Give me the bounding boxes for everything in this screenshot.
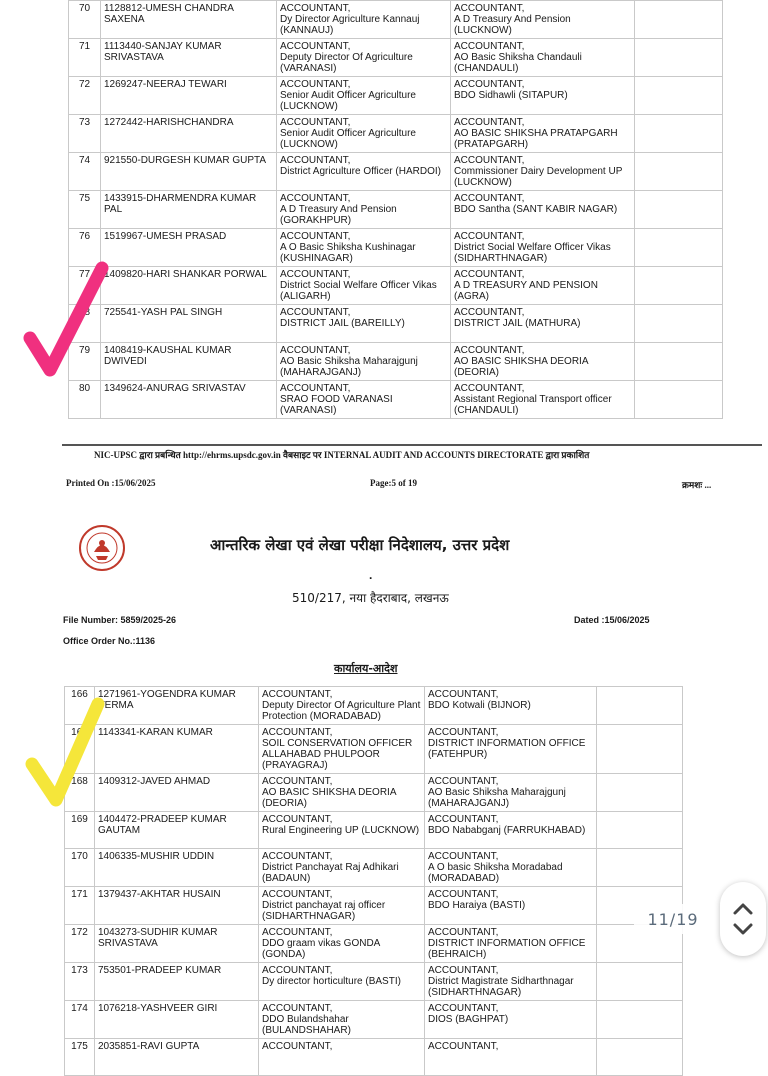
current-posting-cell: ACCOUNTANT, A D Treasury And Pension (GORAKHPUR) [277,191,451,229]
employee-name-cell: 1271961-YOGENDRA KUMAR VERMA [95,687,259,725]
new-posting-cell: ACCOUNTANT, BDO Santha (SANT KABIR NAGAR) [451,191,635,229]
serial-number-cell: 170 [65,849,95,887]
chevron-down-icon[interactable] [732,922,754,936]
continued-label: क्रमशः ... [682,480,712,490]
employee-name-cell: 1272442-HARISHCHANDRA [101,115,277,153]
current-posting-cell: ACCOUNTANT, Senior Audit Officer Agriculture (LUCKNOW) [277,115,451,153]
serial-number-cell: 166 [65,687,95,725]
table-row [69,1,723,39]
new-posting-cell: ACCOUNTANT, BDO Sidhawli (SITAPUR) [451,77,635,115]
employee-name-cell: 1349624-ANURAG SRIVASTAV [101,381,277,419]
employee-name-cell: 1128812-UMESH CHANDRA SAXENA [101,1,277,39]
employee-name-cell: 921550-DURGESH KUMAR GUPTA [101,153,277,191]
new-posting-cell: ACCOUNTANT, District Magistrate Sidharthnagar (SIDHARTHNAGAR) [425,963,597,1001]
employee-name-cell: 725541-YASH PAL SINGH [101,305,277,343]
serial-number-cell: 167 [65,725,95,774]
remarks-cell [635,77,723,115]
up-government-emblem-icon [78,524,126,572]
current-posting-cell: ACCOUNTANT, District panchayat raj officer (SIDHARTHNAGAR) [259,887,425,925]
table-row [69,267,723,305]
current-posting-cell: ACCOUNTANT, Deputy Director Of Agriculture Plant Protection (MORADABAD) [259,687,425,725]
current-posting-cell: ACCOUNTANT, Dy Director Agriculture Kannauj (KANNAUJ) [277,1,451,39]
new-posting-cell: ACCOUNTANT, A D Treasury And Pension (LUCKNOW) [451,1,635,39]
directorate-title: आन्तरिक लेखा एवं लेखा परीक्षा निदेशालय, उत्तर प्रदेश [210,536,510,554]
employee-name-cell: 1404472-PRADEEP KUMAR GAUTAM [95,812,259,849]
employee-name-cell: 2035851-RAVI GUPTA [95,1039,259,1076]
table-row [69,305,723,343]
page-scroll-control[interactable] [720,882,766,956]
table-row [69,39,723,77]
current-posting-cell: ACCOUNTANT, Senior Audit Officer Agriculture (LUCKNOW) [277,77,451,115]
remarks-cell [635,1,723,39]
remarks-cell [635,191,723,229]
remarks-cell [635,267,723,305]
new-posting-cell: ACCOUNTANT, A O basic Shiksha Moradabad (MORADABAD) [425,849,597,887]
serial-number-cell: 174 [65,1001,95,1039]
new-posting-cell: ACCOUNTANT, DISTRICT INFORMATION OFFICE (FATEHPUR) [425,725,597,774]
current-posting-cell: ACCOUNTANT, District Social Welfare Officer Vikas (ALIGARH) [277,267,451,305]
employee-name-cell: 1409312-JAVED AHMAD [95,774,259,812]
table-row [69,153,723,191]
current-posting-cell: ACCOUNTANT, AO BASIC SHIKSHA DEORIA (DEORIA) [259,774,425,812]
footer-note: NIC-UPSC द्वारा प्रबन्धित http://ehrms.upsdc.gov.in वैबसाइट पर INTERNAL AUDIT AND ACCOUNTS DIRECTORATE द्वारा प्रकाशित [94,450,590,460]
remarks-cell [597,725,683,774]
serial-number-cell: 77 [69,267,101,305]
table-row [65,774,683,812]
table-row [65,925,683,963]
table-row [65,812,683,849]
remarks-cell [635,343,723,381]
table-row [65,1001,683,1039]
employee-name-cell: 1406335-MUSHIR UDDIN [95,849,259,887]
page-separator [62,444,762,446]
serial-number-cell: 79 [69,343,101,381]
table-row [69,115,723,153]
remarks-cell [635,39,723,77]
current-posting-cell: ACCOUNTANT, District Agriculture Officer (HARDOI) [277,153,451,191]
current-posting-cell: ACCOUNTANT, DISTRICT JAIL (BAREILLY) [277,305,451,343]
current-posting-cell: ACCOUNTANT, Rural Engineering UP (LUCKNOW) [259,812,425,849]
table-row [69,229,723,267]
remarks-cell [635,381,723,419]
serial-number-cell: 173 [65,963,95,1001]
serial-number-cell: 76 [69,229,101,267]
table-row [65,963,683,1001]
serial-number-cell: 73 [69,115,101,153]
current-posting-cell: ACCOUNTANT, District Panchayat Raj Adhikari (BADAUN) [259,849,425,887]
current-posting-cell: ACCOUNTANT, SOIL CONSERVATION OFFICER ALLAHABAD PHULPOOR (PRAYAGRAJ) [259,725,425,774]
new-posting-cell: ACCOUNTANT, AO Basic Shiksha Chandauli (CHANDAULI) [451,39,635,77]
new-posting-cell: ACCOUNTANT, [425,1039,597,1076]
serial-number-cell: 70 [69,1,101,39]
employee-name-cell: 1408419-KAUSHAL KUMAR DWIVEDI [101,343,277,381]
serial-number-cell: 80 [69,381,101,419]
office-order-number: Office Order No.:1136 [63,636,156,646]
serial-number-cell: 172 [65,925,95,963]
serial-number-cell: 175 [65,1039,95,1076]
employee-name-cell: 753501-PRADEEP KUMAR [95,963,259,1001]
printed-on: Printed On :15/06/2025 [66,478,156,488]
remarks-cell [597,963,683,1001]
remarks-cell [597,1039,683,1076]
table-row [69,77,723,115]
serial-number-cell: 78 [69,305,101,343]
remarks-cell [597,1001,683,1039]
new-posting-cell: ACCOUNTANT, BDO Nababganj (FARRUKHABAD) [425,812,597,849]
current-posting-cell: ACCOUNTANT, DDO Bulandshahar (BULANDSHAHAR) [259,1001,425,1039]
serial-number-cell: 169 [65,812,95,849]
new-posting-cell: ACCOUNTANT, AO BASIC SHIKSHA PRATAPGARH (PRATAPGARH) [451,115,635,153]
file-number: File Number: 5859/2025-26 [63,615,177,625]
employee-name-cell: 1519967-UMESH PRASAD [101,229,277,267]
serial-number-cell: 168 [65,774,95,812]
serial-number-cell: 71 [69,39,101,77]
new-posting-cell: ACCOUNTANT, A D TREASURY AND PENSION (AGRA) [451,267,635,305]
current-posting-cell: ACCOUNTANT, Dy director horticulture (BASTI) [259,963,425,1001]
employee-name-cell: 1113440-SANJAY KUMAR SRIVASTAVA [101,39,277,77]
remarks-cell [635,115,723,153]
transfer-table-top [68,0,723,419]
office-order-title: कार्यालय-आदेश [334,662,398,675]
new-posting-cell: ACCOUNTANT, AO BASIC SHIKSHA DEORIA (DEORIA) [451,343,635,381]
new-posting-cell: ACCOUNTANT, District Social Welfare Officer Vikas (SIDHARTHNAGAR) [451,229,635,267]
table-row [69,191,723,229]
current-posting-cell: ACCOUNTANT, Deputy Director Of Agriculture (VARANASI) [277,39,451,77]
employee-name-cell: 1409820-HARI SHANKAR PORWAL [101,267,277,305]
remarks-cell [597,849,683,887]
employee-name-cell: 1269247-NEERAJ TEWARI [101,77,277,115]
new-posting-cell: ACCOUNTANT, BDO Kotwali (BIJNOR) [425,687,597,725]
serial-number-cell: 74 [69,153,101,191]
header-dot: . [369,568,373,582]
transfer-table-bottom [64,686,683,1076]
table-row [69,381,723,419]
dated: Dated :15/06/2025 [574,615,650,625]
remarks-cell [635,305,723,343]
remarks-cell [597,774,683,812]
table-row [65,725,683,774]
remarks-cell [635,153,723,191]
table-row [65,1039,683,1076]
current-posting-cell: ACCOUNTANT, A O Basic Shiksha Kushinagar (KUSHINAGAR) [277,229,451,267]
serial-number-cell: 75 [69,191,101,229]
table-row [65,887,683,925]
current-posting-cell: ACCOUNTANT, AO Basic Shiksha Maharajgunj (MAHARAJGANJ) [277,343,451,381]
table-row [65,687,683,725]
serial-number-cell: 171 [65,887,95,925]
serial-number-cell: 72 [69,77,101,115]
remarks-cell [635,229,723,267]
employee-name-cell: 1043273-SUDHIR KUMAR SRIVASTAVA [95,925,259,963]
table-row [69,343,723,381]
directorate-address: 510/217, नया हैदराबाद, लखनऊ [292,591,449,605]
new-posting-cell: ACCOUNTANT, AO Basic Shiksha Maharajgunj (MAHARAJGANJ) [425,774,597,812]
remarks-cell [597,687,683,725]
table-row [65,849,683,887]
employee-name-cell: 1076218-YASHVEER GIRI [95,1001,259,1039]
remarks-cell [597,812,683,849]
current-posting-cell: ACCOUNTANT, SRAO FOOD VARANASI (VARANASI) [277,381,451,419]
new-posting-cell: ACCOUNTANT, DIOS (BAGHPAT) [425,1001,597,1039]
page-number: Page:5 of 19 [370,478,417,488]
current-posting-cell: ACCOUNTANT, [259,1039,425,1076]
employee-name-cell: 1379437-AKHTAR HUSAIN [95,887,259,925]
new-posting-cell: ACCOUNTANT, BDO Haraiya (BASTI) [425,887,597,925]
new-posting-cell: ACCOUNTANT, Commissioner Dairy Development UP (LUCKNOW) [451,153,635,191]
current-posting-cell: ACCOUNTANT, DDO graam vikas GONDA (GONDA) [259,925,425,963]
chevron-up-icon[interactable] [732,902,754,916]
new-posting-cell: ACCOUNTANT, Assistant Regional Transport officer (CHANDAULI) [451,381,635,419]
employee-name-cell: 1433915-DHARMENDRA KUMAR PAL [101,191,277,229]
new-posting-cell: ACCOUNTANT, DISTRICT INFORMATION OFFICE (BEHRAICH) [425,925,597,963]
employee-name-cell: 1143341-KARAN KUMAR [95,725,259,774]
new-posting-cell: ACCOUNTANT, DISTRICT JAIL (MATHURA) [451,305,635,343]
page-counter: 11/19 [634,904,712,934]
